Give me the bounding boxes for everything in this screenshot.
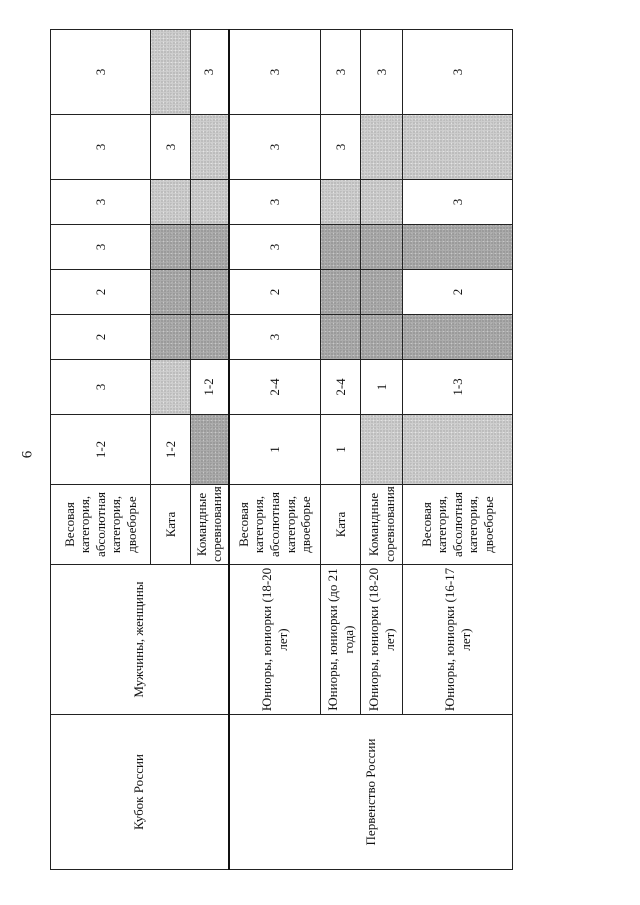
table-cell: 3 [51,180,151,225]
table-cell-shaded [361,180,403,225]
table-cell: 1 [321,415,361,485]
discipline: Весовая категория, абсолютная категория, двоеборье [403,485,513,565]
competition-name: Первенство России [229,715,513,870]
discipline: Весовая категория, абсолютная категория, двоеборье [229,485,321,565]
table-cell: 2 [51,270,151,315]
table-cell-shaded [361,115,403,180]
table-cell-shaded [151,180,191,225]
table-cell-shaded [191,315,229,360]
table-cell-shaded [151,360,191,415]
table-cell: 3 [321,115,361,180]
table-cell: 3 [51,225,151,270]
discipline: Командные соревнования [361,485,403,565]
table-cell: 2-4 [229,360,321,415]
discipline: Весовая категория, абсолютная категория, двоеборье [51,485,151,565]
table-cell-shaded [321,315,361,360]
table-cell: 3 [229,315,321,360]
table-cell-shaded [403,115,513,180]
table-cell: 2 [51,315,151,360]
table-cell-shaded [151,270,191,315]
table-cell-shaded [191,270,229,315]
table-cell: 2-4 [321,360,361,415]
table-cell-shaded [191,225,229,270]
table-cell: 1-3 [403,360,513,415]
table-cell: 3 [403,30,513,115]
table-cell-shaded [403,225,513,270]
table-cell-shaded [403,315,513,360]
table-cell: 2 [229,270,321,315]
sports-ranks-table [50,29,513,870]
table-cell: 1-2 [151,415,191,485]
table-cell: 1-2 [51,415,151,485]
table-row [51,30,151,870]
table-cell: 1 [361,360,403,415]
table-cell-shaded [191,180,229,225]
table-cell-shaded [361,270,403,315]
table-cell-shaded [361,225,403,270]
table-cell-shaded [321,270,361,315]
table-cell-shaded [191,415,229,485]
table-cell: 3 [51,30,151,115]
table-cell: 3 [51,360,151,415]
table-cell-shaded [361,315,403,360]
table-cell: 3 [191,30,229,115]
table-cell: 3 [321,30,361,115]
table-cell-shaded [151,315,191,360]
age-group: Юниоры, юниорки (16-17 лет) [403,565,513,715]
discipline: Ката [151,485,191,565]
table-cell-shaded [403,415,513,485]
rotated-table-container [50,30,512,870]
table-cell: 3 [229,30,321,115]
table-cell: 3 [229,180,321,225]
table-cell-shaded [151,30,191,115]
age-group: Юниоры, юниорки (18-20 лет) [361,565,403,715]
table-cell-shaded [191,115,229,180]
discipline: Ката [321,485,361,565]
table-cell: 3 [151,115,191,180]
age-group: Юниоры, юниорки (18-20 лет) [229,565,321,715]
table-cell-shaded [321,225,361,270]
table-cell: 3 [361,30,403,115]
table-cell-shaded [151,225,191,270]
table-cell-shaded [361,415,403,485]
table-cell: 3 [229,225,321,270]
discipline: Командные соревнования [191,485,229,565]
table-cell: 1 [229,415,321,485]
table-cell: 3 [51,115,151,180]
age-group: Юниоры, юниорки (до 21 года) [321,565,361,715]
table-cell: 3 [403,180,513,225]
competition-name: Кубок России [51,715,229,870]
page-number: 6 [19,450,36,459]
table-row [229,30,321,870]
age-group: Мужчины, женщины [51,565,229,715]
table-cell: 1-2 [191,360,229,415]
table-cell-shaded [321,180,361,225]
table-cell: 2 [403,270,513,315]
table-cell: 3 [229,115,321,180]
